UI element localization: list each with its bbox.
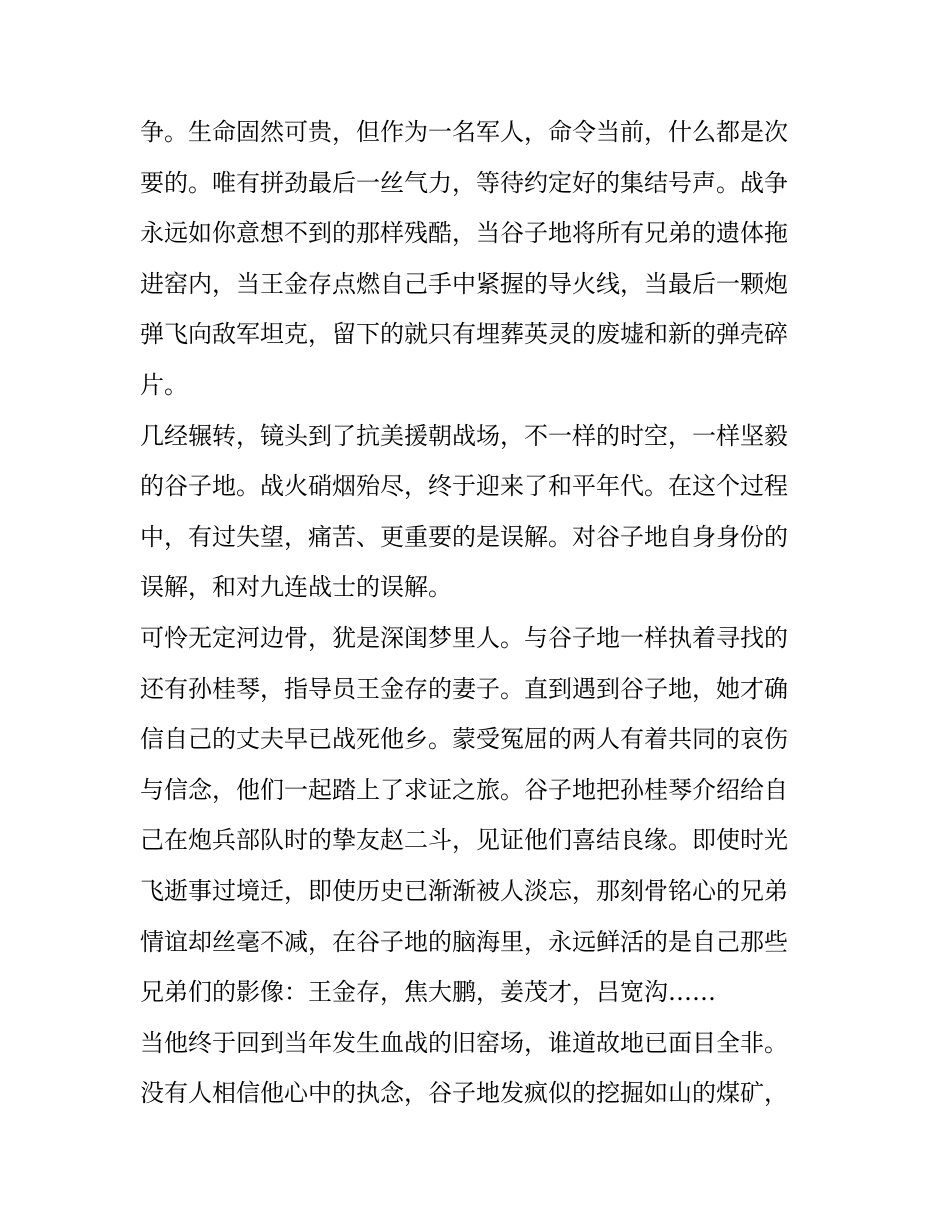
text-line: 中，有过失望，痛苦、更重要的是误解。对谷子地自身身份的 bbox=[140, 522, 788, 551]
text-line: 弹飞向敌军坦克，留下的就只有埋葬英灵的废墟和新的弹壳碎 bbox=[140, 320, 788, 349]
text-line: 没有人相信他心中的执念，谷子地发疯似的挖掘如山的煤矿， bbox=[140, 1079, 788, 1108]
text-line: 情谊却丝毫不减，在谷子地的脑海里，永远鲜活的是自己那些 bbox=[140, 927, 788, 956]
text-line: 几经辗转，镜头到了抗美援朝战场，不一样的时空，一样坚毅 bbox=[140, 421, 788, 450]
text-line: 可怜无定河边骨，犹是深闺梦里人。与谷子地一样执着寻找的 bbox=[140, 623, 788, 652]
text-line: 永远如你意想不到的那样残酷，当谷子地将所有兄弟的遗体拖 bbox=[140, 219, 788, 248]
text-line: 信自己的丈夫早已战死他乡。蒙受冤屈的两人有着共同的哀伤 bbox=[140, 725, 788, 754]
text-line: 争。生命固然可贵，但作为一名军人，命令当前，什么都是次 bbox=[140, 118, 788, 146]
text-line: 还有孙桂琴，指导员王金存的妻子。直到遇到谷子地，她才确 bbox=[140, 674, 788, 703]
text-line: 与信念，他们一起踏上了求证之旅。谷子地把孙桂琴介绍给自 bbox=[140, 775, 788, 804]
text-line: 误解，和对九连战士的误解。 bbox=[140, 573, 452, 602]
text-line: 的谷子地。战火硝烟殆尽，终于迎来了和平年代。在这个过程 bbox=[140, 472, 788, 501]
text-line: 片。 bbox=[140, 370, 188, 399]
body-text bbox=[140, 107, 820, 1119]
text-line: 己在炮兵部队时的挚友赵二斗，见证他们喜结良缘。即使时光 bbox=[140, 826, 788, 855]
text-line: 当他终于回到当年发生血战的旧窑场，谁道故地已面目全非。 bbox=[140, 1028, 788, 1057]
text-line: 进窑内，当王金存点燃自己手中紧握的导火线，当最后一颗炮 bbox=[140, 269, 788, 298]
text-line: 要的。唯有拼劲最后一丝气力，等待约定好的集结号声。战争 bbox=[140, 168, 788, 197]
text-line: 兄弟们的影像：王金存，焦大鹏，姜茂才，吕宽沟…… bbox=[140, 978, 716, 1007]
text-line: 飞逝事过境迁，即使历史已渐渐被人淡忘，那刻骨铭心的兄弟 bbox=[140, 876, 788, 905]
